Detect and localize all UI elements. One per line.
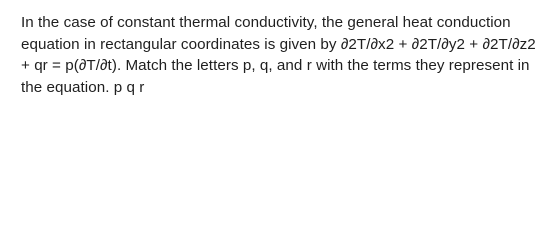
question-block <box>21 12 541 98</box>
question-text: In the case of constant thermal conductivity, the general heat conduction equation in rectangular coordinates is given by ∂2T/∂x2 + ∂2T/∂y2 + ∂2T/∂z2 + qr = p(∂T/∂t). Match the letters p, q, and r with the terms they represent in the equation. p q r <box>21 14 536 96</box>
